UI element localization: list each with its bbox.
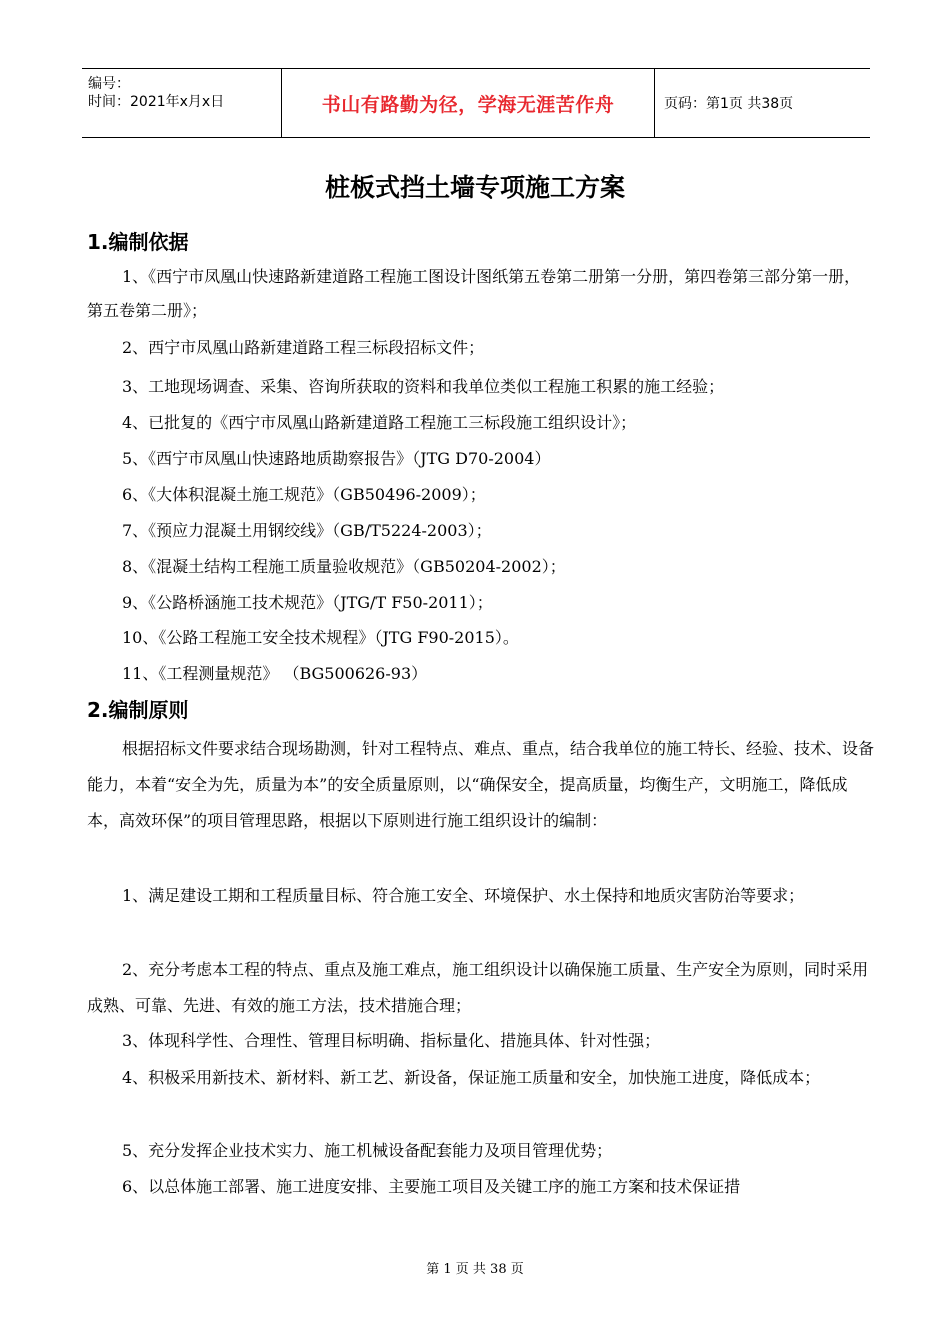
basis-item-1: 1、《西宁市凤凰山快速路新建道路工程施工图设计图纸第五卷第二册第一分册，第四卷第三部分第一册，第五卷第二册》； [87, 267, 861, 320]
basis-item-6: 6、《大体积混凝土施工规范》（GB50496-2009）； [122, 485, 486, 504]
principle-item-3: 3、体现科学性、合理性、管理目标明确、指标量化、措施具体、针对性强； [122, 1031, 661, 1050]
page-info: 页码：第1页 共38页 [664, 96, 794, 112]
header-motto-cell [281, 69, 655, 137]
principle-item-4: 4、积极采用新技术、新材料、新工艺、新设备，保证施工质量和安全，加快施工进度，降低成本； [122, 1068, 821, 1087]
page-header [82, 68, 870, 138]
header-meta [82, 69, 281, 137]
basis-item-11: 11、《工程测量规范》 （BG500626-93） [122, 664, 428, 683]
principles-intro: 根据招标文件要求结合现场勘测，针对工程特点、难点、重点，结合我单位的施工特长、经验、技术、设备能力，本着“安全为先，质量为本”的安全质量原则，以“确保安全，提高质量，均衡生产，文明施工，降低成本，高效环保”的项目管理思路，根据以下原则进行施工组织设计的编制： [87, 739, 875, 830]
time-label: 时间：2021年x月x日 [88, 94, 225, 110]
basis-item-3: 3、工地现场调查、采集、咨询所获取的资料和我单位类似工程施工积累的施工经验； [122, 377, 725, 396]
section-heading-basis: 1.编制依据 [87, 230, 189, 254]
principle-item-1: 1、满足建设工期和工程质量目标、符合施工安全、环境保护、水土保持和地质灾害防治等要求； [122, 886, 805, 905]
basis-item-9: 9、《公路桥涵施工技术规范》（JTG/T F50-2011）； [122, 593, 493, 612]
principle-item-2: 2、充分考虑本工程的特点、重点及施工难点，施工组织设计以确保施工质量、生产安全为原则，同时采用成熟、可靠、先进、有效的施工方法，技术措施合理； [87, 960, 869, 1015]
basis-item-10: 10、《公路工程施工安全技术规程》（JTG F90-2015）。 [122, 628, 519, 647]
header-page-cell [654, 69, 870, 137]
basis-item-7: 7、《预应力混凝土用钢绞线》（GB/T5224-2003）； [122, 521, 492, 540]
basis-item-4: 4、已批复的《西宁市凤凰山路新建道路工程施工三标段施工组织设计》； [122, 413, 637, 432]
page-footer: 第 1 页 共 38 页 [426, 1262, 524, 1277]
document-title: 桩板式挡土墙专项施工方案 [324, 173, 625, 202]
basis-item-8: 8、《混凝土结构工程施工质量验收规范》（GB50204-2002）； [122, 557, 566, 576]
motto-text: 书山有路勤为径，学海无涯苦作舟 [321, 93, 615, 116]
basis-item-2: 2、西宁市凤凰山路新建道路工程三标段招标文件； [122, 338, 485, 357]
serial-label: 编号： [88, 76, 130, 92]
principle-item-6: 6、以总体施工部署、施工进度安排、主要施工项目及关键工序的施工方案和技术保证措 [122, 1177, 741, 1196]
basis-item-5: 5、《西宁市凤凰山快速路地质勘察报告》（JTG D70-2004） [122, 449, 551, 468]
principle-item-5: 5、充分发挥企业技术实力、施工机械设备配套能力及项目管理优势； [122, 1141, 613, 1160]
section-heading-principles: 2.编制原则 [87, 698, 189, 722]
